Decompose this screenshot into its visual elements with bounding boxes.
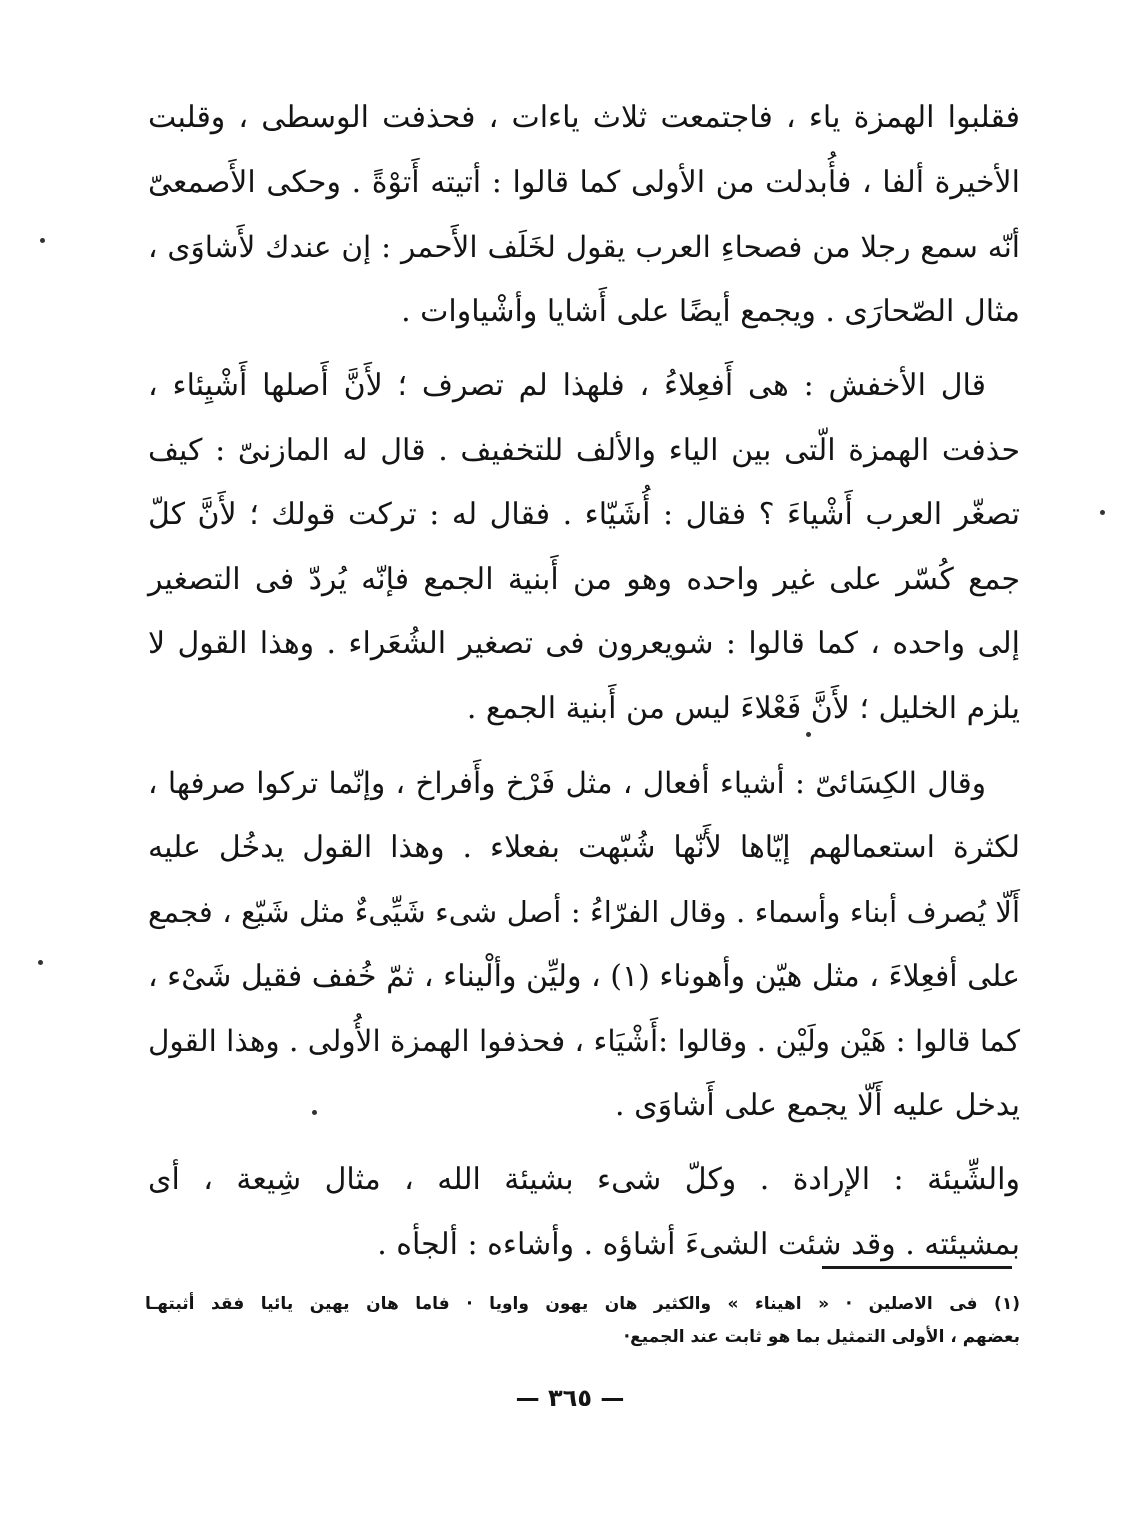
text-line: على أفعِلاءَ ، مثل هيّن وأهوناء (١) ، وليِّن وألْيناء ، ثمّ خُفف فقيل شَىْء ، [147, 958, 1020, 994]
scan-speck [38, 960, 43, 965]
footnote-divider [822, 1266, 1012, 1269]
scan-speck [312, 1110, 317, 1115]
page-number: — ٣٦٥ — [515, 1384, 625, 1412]
text-line: قال الأخفش : هى أَفعِلاءُ ، فلهذا لم تصرف ؛ لأَنَّ أَصلها أَشْيِئاء ، [148, 368, 986, 403]
paragraph [148, 1148, 1020, 1277]
paragraph [148, 354, 1020, 741]
footnotes [145, 1288, 1020, 1354]
paragraph [148, 86, 1020, 344]
text-line: أنّه سمع رجلا من فصحاءِ العرب يقول لخَلَف الأَحمر : إن عندك لأَشاوَى ، [148, 230, 1020, 264]
text-line: يدخل عليه أَلّا يجمع على أَشاوَى . [615, 1087, 1020, 1123]
text-line: والشِّيئة : الإرادة . وكلّ شىء بشيئة الله ، مثال شِيعة ، أى [148, 1162, 1020, 1197]
scan-speck [1100, 510, 1105, 515]
text-line: مثال الصّحارَى . ويجمع أيضًا على أَشايا وأشْياوات . [401, 293, 1020, 329]
text-line: أَلّا يُصرف أبناء وأسماء . وقال الفرّاءُ : أصل شىء شَيِّىءٌ مثل شَيّع ، فجمع [148, 895, 1020, 929]
text-line: تصغّر العرب أَشْياءَ ؟ فقال : أُشَيّاء . فقال له : تركت قولك ؛ لأَنَّ كلّ [148, 497, 1020, 532]
paragraph [148, 751, 1020, 1138]
scan-speck [40, 238, 45, 243]
text-line: الأخيرة ألفا ، فأُبدلت من الأولى كما قالوا : أتيته أَتوْةً . وحكى الأَصمعىّ [148, 164, 1020, 200]
text-line: فقلبوا الهمزة ياء ، فاجتمعت ثلاث ياءات ، فحذفت الوسطى ، وقلبت [148, 100, 1020, 135]
text-line: جمع كُسّر على غير واحده وهو من أَبنية الجمع فإنّه يُردّ فى التصغير [148, 561, 1020, 597]
footnote-line: بعضهم ، الأولى التمثيل بما هو ثابت عند الجميع· [623, 1327, 1020, 1347]
text-line: يلزم الخليل ؛ لأَنَّ فَعْلاءَ ليس من أَبنية الجمع . [466, 690, 1020, 726]
text-line: لكثرة استعمالهم إيّاها لأَنّها شُبّهت بفعلاء . وهذا القول يدخُل عليه [148, 829, 1020, 865]
footnote-line: (١) فى الاصلين · « اهيناء » والكثير هان يهون واويا · فاما هان يهين يائيا فقد أثبتهـا [145, 1294, 1020, 1314]
scan-speck [806, 732, 811, 737]
text-line: كما قالوا : هَيْن ولَيْن . وقالوا :أَشْيَاء ، فحذفوا الهمزة الأُولى . وهذا القول [148, 1024, 1020, 1058]
text-line: وقال الكِسَائىّ : أشياء أفعال ، مثل فَرْخ وأَفراخ ، وإنّما تركوا صرفها ، [148, 766, 986, 800]
text-line: إلى واحده ، كما قالوا : شويعرون فى تصغير الشُعَراء . وهذا القول لا [148, 626, 1020, 661]
text-line: بمشيئته . وقد شئت الشىءَ أشاؤه . وأشاءه : ألجأه . [377, 1226, 1020, 1262]
text-line: حذفت الهمزة الّتى بين الياء والألف للتخفيف . قال له المازنىّ : كيف [148, 432, 1020, 468]
main-text [148, 86, 1020, 1287]
